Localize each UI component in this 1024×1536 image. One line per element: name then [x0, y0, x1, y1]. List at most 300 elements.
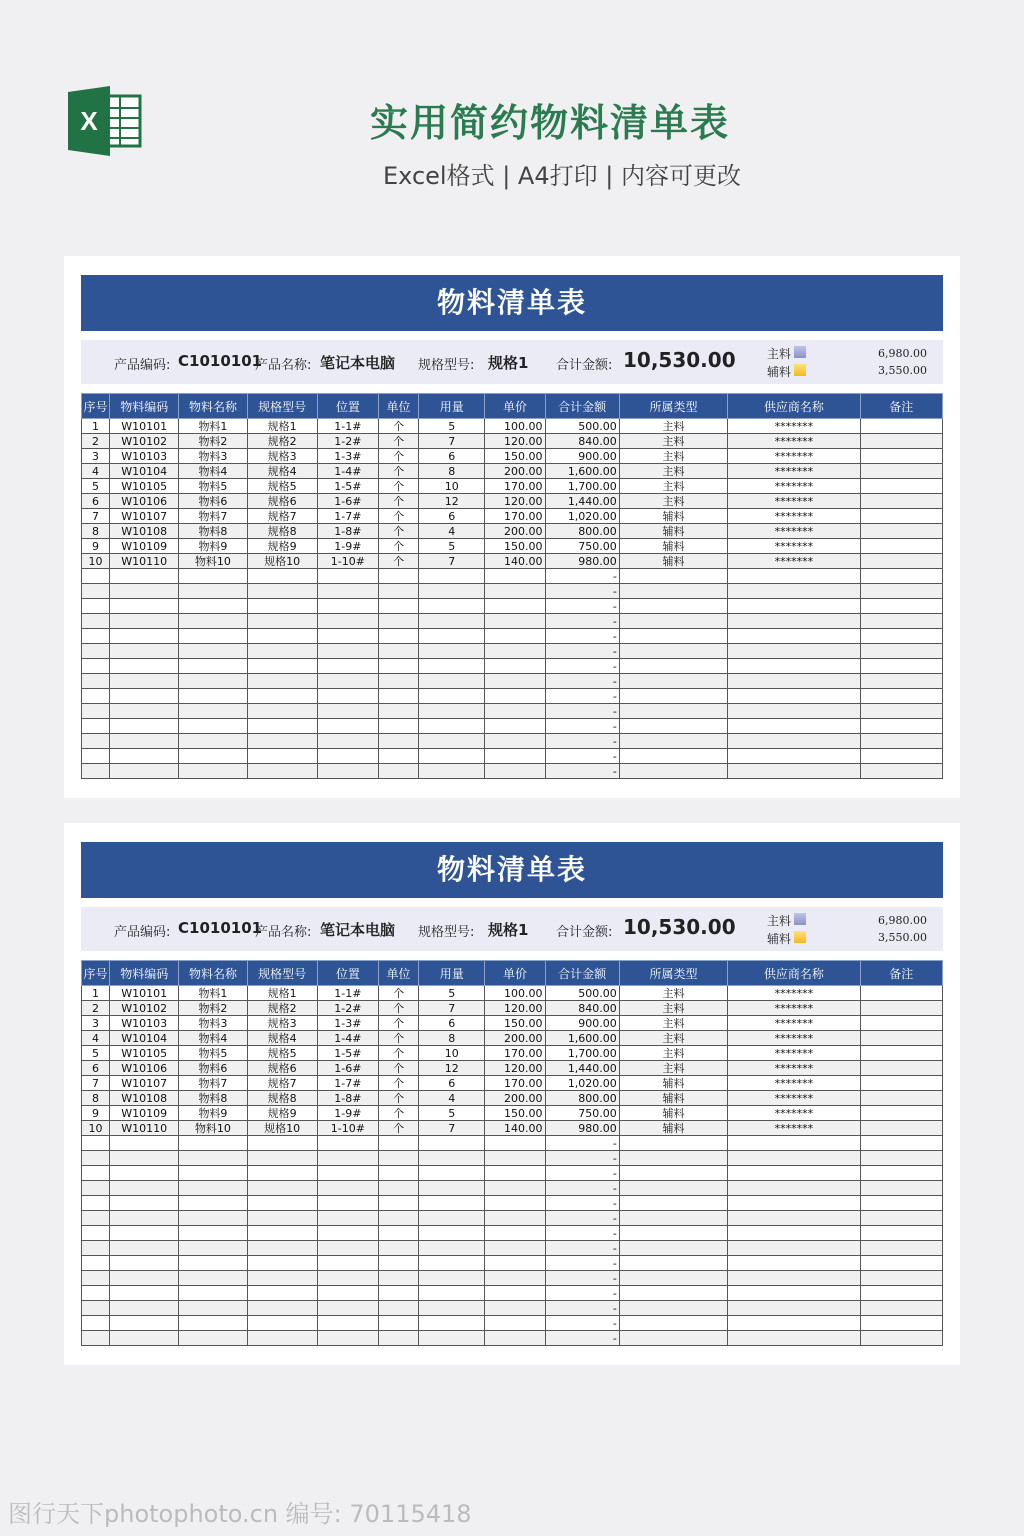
table-cell[interactable]: 个: [379, 1016, 419, 1031]
table-cell[interactable]: [82, 1256, 110, 1271]
table-cell[interactable]: [485, 629, 545, 644]
table-cell[interactable]: 1-7#: [317, 509, 378, 524]
table-cell[interactable]: [419, 1196, 485, 1211]
table-cell[interactable]: [110, 629, 179, 644]
table-cell[interactable]: [110, 569, 179, 584]
table-cell[interactable]: [860, 1286, 942, 1301]
table-cell[interactable]: [619, 569, 727, 584]
table-cell[interactable]: [619, 644, 727, 659]
table-cell[interactable]: 个: [379, 494, 419, 509]
table-cell[interactable]: [317, 1196, 378, 1211]
table-cell[interactable]: *******: [728, 1001, 860, 1016]
table-cell[interactable]: 主料: [619, 464, 727, 479]
table-cell[interactable]: [179, 1301, 247, 1316]
table-cell[interactable]: -: [545, 1286, 619, 1301]
table-cell[interactable]: [317, 1256, 378, 1271]
table-cell[interactable]: [419, 1151, 485, 1166]
table-cell[interactable]: [728, 599, 860, 614]
table-cell[interactable]: [317, 704, 378, 719]
table-cell[interactable]: 7: [419, 434, 485, 449]
table-cell[interactable]: 150.00: [485, 539, 545, 554]
table-cell[interactable]: 200.00: [485, 1091, 545, 1106]
table-cell[interactable]: 辅料: [619, 1091, 727, 1106]
table-cell[interactable]: [247, 1181, 317, 1196]
table-cell[interactable]: [82, 674, 110, 689]
table-cell[interactable]: [419, 569, 485, 584]
column-header[interactable]: 单价: [485, 961, 545, 986]
table-cell[interactable]: [379, 584, 419, 599]
table-cell[interactable]: [317, 644, 378, 659]
table-cell[interactable]: [110, 584, 179, 599]
table-cell[interactable]: W10108: [110, 524, 179, 539]
table-cell[interactable]: [419, 764, 485, 779]
table-cell[interactable]: [110, 644, 179, 659]
column-header[interactable]: 供应商名称: [728, 961, 860, 986]
table-cell[interactable]: 100.00: [485, 419, 545, 434]
table-cell[interactable]: [728, 1271, 860, 1286]
table-cell[interactable]: [860, 659, 942, 674]
table-cell[interactable]: [317, 1301, 378, 1316]
table-cell[interactable]: 1-4#: [317, 464, 378, 479]
table-cell[interactable]: [317, 659, 378, 674]
table-cell[interactable]: 170.00: [485, 1076, 545, 1091]
table-cell[interactable]: [247, 749, 317, 764]
table-cell[interactable]: 900.00: [545, 1016, 619, 1031]
table-cell[interactable]: [619, 719, 727, 734]
table-cell[interactable]: [179, 1256, 247, 1271]
table-cell[interactable]: [110, 1256, 179, 1271]
table-cell[interactable]: [379, 689, 419, 704]
table-cell[interactable]: [619, 1226, 727, 1241]
table-cell[interactable]: [179, 1226, 247, 1241]
table-cell[interactable]: 个: [379, 554, 419, 569]
table-cell[interactable]: [317, 1331, 378, 1346]
table-cell[interactable]: [110, 1331, 179, 1346]
table-cell[interactable]: [619, 584, 727, 599]
table-cell[interactable]: 9: [82, 539, 110, 554]
table-cell[interactable]: 规格1: [247, 419, 317, 434]
table-cell[interactable]: [485, 1301, 545, 1316]
table-cell[interactable]: -: [545, 1241, 619, 1256]
table-cell[interactable]: 物料7: [179, 1076, 247, 1091]
table-cell[interactable]: *******: [728, 509, 860, 524]
table-cell[interactable]: 物料1: [179, 986, 247, 1001]
table-cell[interactable]: [317, 1151, 378, 1166]
table-cell[interactable]: -: [545, 599, 619, 614]
table-cell[interactable]: [485, 1166, 545, 1181]
table-cell[interactable]: [317, 749, 378, 764]
table-cell[interactable]: [82, 1271, 110, 1286]
table-cell[interactable]: [619, 1286, 727, 1301]
table-cell[interactable]: 物料9: [179, 539, 247, 554]
table-cell[interactable]: 4: [419, 1091, 485, 1106]
table-cell[interactable]: [110, 1316, 179, 1331]
table-cell[interactable]: [82, 614, 110, 629]
column-header[interactable]: 单位: [379, 394, 419, 419]
table-cell[interactable]: [317, 1181, 378, 1196]
table-cell[interactable]: 物料8: [179, 524, 247, 539]
table-cell[interactable]: 9: [82, 1106, 110, 1121]
table-cell[interactable]: [179, 734, 247, 749]
table-cell[interactable]: [247, 704, 317, 719]
table-cell[interactable]: [379, 599, 419, 614]
table-cell[interactable]: [860, 704, 942, 719]
table-cell[interactable]: [110, 734, 179, 749]
table-cell[interactable]: 8: [419, 464, 485, 479]
table-cell[interactable]: W10104: [110, 464, 179, 479]
table-cell[interactable]: [485, 1271, 545, 1286]
table-cell[interactable]: [860, 1151, 942, 1166]
table-cell[interactable]: [179, 644, 247, 659]
table-cell[interactable]: -: [545, 1226, 619, 1241]
table-cell[interactable]: 规格3: [247, 1016, 317, 1031]
table-cell[interactable]: W10106: [110, 1061, 179, 1076]
table-cell[interactable]: [619, 659, 727, 674]
table-cell[interactable]: [619, 1241, 727, 1256]
table-cell[interactable]: *******: [728, 539, 860, 554]
table-cell[interactable]: [485, 584, 545, 599]
table-cell[interactable]: [860, 1331, 942, 1346]
table-cell[interactable]: 120.00: [485, 1061, 545, 1076]
table-cell[interactable]: [860, 1046, 942, 1061]
table-cell[interactable]: 6: [419, 509, 485, 524]
table-cell[interactable]: [419, 659, 485, 674]
table-cell[interactable]: 个: [379, 524, 419, 539]
table-cell[interactable]: [860, 1136, 942, 1151]
table-cell[interactable]: 规格6: [247, 494, 317, 509]
table-cell[interactable]: [110, 1286, 179, 1301]
table-cell[interactable]: 140.00: [485, 554, 545, 569]
table-cell[interactable]: [419, 1211, 485, 1226]
table-cell[interactable]: [485, 1316, 545, 1331]
table-cell[interactable]: 1-2#: [317, 1001, 378, 1016]
table-cell[interactable]: 规格10: [247, 1121, 317, 1136]
table-cell[interactable]: [728, 644, 860, 659]
table-cell[interactable]: *******: [728, 1031, 860, 1046]
table-cell[interactable]: [179, 749, 247, 764]
table-cell[interactable]: [110, 1181, 179, 1196]
table-cell[interactable]: 规格5: [247, 1046, 317, 1061]
table-cell[interactable]: [110, 704, 179, 719]
table-cell[interactable]: [379, 719, 419, 734]
table-cell[interactable]: [485, 1181, 545, 1196]
table-cell[interactable]: 物料9: [179, 1106, 247, 1121]
table-cell[interactable]: [110, 1196, 179, 1211]
table-cell[interactable]: [419, 599, 485, 614]
table-cell[interactable]: [110, 764, 179, 779]
table-cell[interactable]: [82, 1181, 110, 1196]
table-cell[interactable]: [860, 674, 942, 689]
table-cell[interactable]: [317, 1271, 378, 1286]
table-cell[interactable]: 规格9: [247, 539, 317, 554]
table-cell[interactable]: 1-2#: [317, 434, 378, 449]
table-cell[interactable]: [728, 1286, 860, 1301]
table-cell[interactable]: W10109: [110, 1106, 179, 1121]
table-cell[interactable]: -: [545, 659, 619, 674]
table-cell[interactable]: [179, 1166, 247, 1181]
table-cell[interactable]: 12: [419, 494, 485, 509]
table-cell[interactable]: [179, 1136, 247, 1151]
table-cell[interactable]: 1,700.00: [545, 479, 619, 494]
table-cell[interactable]: [110, 614, 179, 629]
table-cell[interactable]: W10105: [110, 1046, 179, 1061]
table-cell[interactable]: [379, 1196, 419, 1211]
table-cell[interactable]: *******: [728, 464, 860, 479]
table-cell[interactable]: [179, 614, 247, 629]
table-cell[interactable]: [860, 1076, 942, 1091]
table-cell[interactable]: 1: [82, 419, 110, 434]
table-cell[interactable]: [317, 1136, 378, 1151]
table-cell[interactable]: 8: [82, 524, 110, 539]
table-cell[interactable]: [619, 764, 727, 779]
table-cell[interactable]: 个: [379, 1061, 419, 1076]
column-header[interactable]: 单位: [379, 961, 419, 986]
table-cell[interactable]: [860, 479, 942, 494]
table-cell[interactable]: [860, 524, 942, 539]
table-cell[interactable]: 规格2: [247, 1001, 317, 1016]
table-cell[interactable]: 规格4: [247, 464, 317, 479]
table-cell[interactable]: [860, 494, 942, 509]
table-cell[interactable]: 3: [82, 449, 110, 464]
column-header[interactable]: 合计金额: [545, 961, 619, 986]
table-cell[interactable]: [419, 1286, 485, 1301]
table-cell[interactable]: -: [545, 674, 619, 689]
table-cell[interactable]: [247, 1301, 317, 1316]
table-cell[interactable]: [728, 1196, 860, 1211]
table-cell[interactable]: 5: [419, 986, 485, 1001]
table-cell[interactable]: [179, 689, 247, 704]
table-cell[interactable]: [485, 599, 545, 614]
table-cell[interactable]: 辅料: [619, 554, 727, 569]
table-cell[interactable]: *******: [728, 524, 860, 539]
table-cell[interactable]: [419, 1136, 485, 1151]
table-cell[interactable]: [379, 1301, 419, 1316]
table-cell[interactable]: [179, 629, 247, 644]
table-cell[interactable]: [247, 1151, 317, 1166]
table-cell[interactable]: W10106: [110, 494, 179, 509]
table-cell[interactable]: 6: [419, 1016, 485, 1031]
table-cell[interactable]: [247, 1166, 317, 1181]
table-cell[interactable]: -: [545, 1316, 619, 1331]
table-cell[interactable]: [860, 434, 942, 449]
table-cell[interactable]: [379, 1136, 419, 1151]
table-cell[interactable]: 个: [379, 1031, 419, 1046]
table-cell[interactable]: [179, 659, 247, 674]
table-cell[interactable]: W10107: [110, 1076, 179, 1091]
table-cell[interactable]: [179, 1241, 247, 1256]
table-cell[interactable]: [179, 1331, 247, 1346]
table-cell[interactable]: [247, 1196, 317, 1211]
table-cell[interactable]: W10103: [110, 449, 179, 464]
table-cell[interactable]: [419, 719, 485, 734]
table-cell[interactable]: W10101: [110, 986, 179, 1001]
table-cell[interactable]: 10: [82, 554, 110, 569]
table-cell[interactable]: [619, 1181, 727, 1196]
table-cell[interactable]: 1,600.00: [545, 1031, 619, 1046]
table-cell[interactable]: [82, 749, 110, 764]
table-cell[interactable]: [179, 569, 247, 584]
column-header[interactable]: 位置: [317, 961, 378, 986]
table-cell[interactable]: [379, 749, 419, 764]
table-cell[interactable]: 物料2: [179, 1001, 247, 1016]
table-cell[interactable]: [317, 674, 378, 689]
table-cell[interactable]: 120.00: [485, 494, 545, 509]
table-cell[interactable]: [179, 584, 247, 599]
table-cell[interactable]: [179, 704, 247, 719]
table-cell[interactable]: [82, 569, 110, 584]
table-cell[interactable]: [82, 1196, 110, 1211]
table-cell[interactable]: [317, 629, 378, 644]
table-cell[interactable]: 500.00: [545, 419, 619, 434]
table-cell[interactable]: 1-9#: [317, 539, 378, 554]
table-cell[interactable]: [82, 1151, 110, 1166]
table-cell[interactable]: 辅料: [619, 539, 727, 554]
table-cell[interactable]: [860, 614, 942, 629]
table-cell[interactable]: 200.00: [485, 524, 545, 539]
table-cell[interactable]: [317, 1211, 378, 1226]
table-cell[interactable]: [110, 689, 179, 704]
table-cell[interactable]: [485, 704, 545, 719]
table-cell[interactable]: [419, 1226, 485, 1241]
table-cell[interactable]: [317, 1226, 378, 1241]
table-cell[interactable]: 3: [82, 1016, 110, 1031]
table-cell[interactable]: [860, 1121, 942, 1136]
table-cell[interactable]: [247, 1211, 317, 1226]
column-header[interactable]: 用量: [419, 394, 485, 419]
table-cell[interactable]: -: [545, 704, 619, 719]
table-cell[interactable]: 1,440.00: [545, 1061, 619, 1076]
table-cell[interactable]: 规格6: [247, 1061, 317, 1076]
table-cell[interactable]: [247, 1316, 317, 1331]
table-cell[interactable]: [619, 614, 727, 629]
column-header[interactable]: 规格型号: [247, 961, 317, 986]
table-cell[interactable]: [379, 1331, 419, 1346]
table-cell[interactable]: 物料7: [179, 509, 247, 524]
table-cell[interactable]: [860, 749, 942, 764]
table-cell[interactable]: [379, 1256, 419, 1271]
column-header[interactable]: 所属类型: [619, 961, 727, 986]
table-cell[interactable]: 1,020.00: [545, 509, 619, 524]
table-cell[interactable]: [82, 629, 110, 644]
table-cell[interactable]: 750.00: [545, 1106, 619, 1121]
table-cell[interactable]: 6: [82, 1061, 110, 1076]
table-cell[interactable]: [728, 704, 860, 719]
table-cell[interactable]: [82, 1136, 110, 1151]
table-cell[interactable]: 8: [419, 1031, 485, 1046]
table-cell[interactable]: [860, 644, 942, 659]
table-cell[interactable]: [247, 719, 317, 734]
table-cell[interactable]: [860, 629, 942, 644]
table-cell[interactable]: [110, 1151, 179, 1166]
table-cell[interactable]: 物料3: [179, 449, 247, 464]
table-cell[interactable]: [485, 1286, 545, 1301]
table-cell[interactable]: [728, 614, 860, 629]
table-cell[interactable]: [728, 1166, 860, 1181]
table-cell[interactable]: [317, 764, 378, 779]
table-cell[interactable]: [379, 1286, 419, 1301]
table-cell[interactable]: [82, 704, 110, 719]
table-cell[interactable]: 10: [419, 479, 485, 494]
table-cell[interactable]: [728, 689, 860, 704]
table-cell[interactable]: [860, 1196, 942, 1211]
table-cell[interactable]: 170.00: [485, 509, 545, 524]
table-cell[interactable]: [728, 1151, 860, 1166]
table-cell[interactable]: 5: [82, 1046, 110, 1061]
table-cell[interactable]: 主料: [619, 986, 727, 1001]
table-cell[interactable]: 规格8: [247, 1091, 317, 1106]
table-cell[interactable]: [82, 1331, 110, 1346]
table-cell[interactable]: [110, 1241, 179, 1256]
table-cell[interactable]: 1-6#: [317, 494, 378, 509]
table-cell[interactable]: -: [545, 614, 619, 629]
table-cell[interactable]: [317, 1241, 378, 1256]
table-cell[interactable]: 主料: [619, 1061, 727, 1076]
table-cell[interactable]: 120.00: [485, 1001, 545, 1016]
table-cell[interactable]: 个: [379, 419, 419, 434]
column-header[interactable]: 物料编码: [110, 961, 179, 986]
table-cell[interactable]: [247, 1271, 317, 1286]
table-cell[interactable]: W10110: [110, 1121, 179, 1136]
table-cell[interactable]: [110, 1211, 179, 1226]
table-cell[interactable]: 个: [379, 509, 419, 524]
table-cell[interactable]: 840.00: [545, 434, 619, 449]
table-cell[interactable]: -: [545, 629, 619, 644]
table-cell[interactable]: [419, 1331, 485, 1346]
table-cell[interactable]: 7: [419, 1001, 485, 1016]
table-cell[interactable]: [110, 749, 179, 764]
table-cell[interactable]: [379, 569, 419, 584]
table-cell[interactable]: [728, 1211, 860, 1226]
table-cell[interactable]: [728, 1241, 860, 1256]
table-cell[interactable]: -: [545, 1151, 619, 1166]
table-cell[interactable]: [728, 1181, 860, 1196]
table-cell[interactable]: 800.00: [545, 524, 619, 539]
table-cell[interactable]: 800.00: [545, 1091, 619, 1106]
table-cell[interactable]: [179, 719, 247, 734]
table-cell[interactable]: *******: [728, 1046, 860, 1061]
table-cell[interactable]: [110, 1166, 179, 1181]
table-cell[interactable]: [317, 734, 378, 749]
table-cell[interactable]: 1-4#: [317, 1031, 378, 1046]
table-cell[interactable]: [728, 1256, 860, 1271]
table-cell[interactable]: [317, 614, 378, 629]
table-cell[interactable]: 主料: [619, 494, 727, 509]
table-cell[interactable]: [860, 1256, 942, 1271]
table-cell[interactable]: [379, 1271, 419, 1286]
table-cell[interactable]: [110, 1136, 179, 1151]
table-cell[interactable]: [485, 1241, 545, 1256]
table-cell[interactable]: 物料4: [179, 464, 247, 479]
table-cell[interactable]: [179, 1271, 247, 1286]
table-cell[interactable]: 主料: [619, 479, 727, 494]
table-cell[interactable]: [419, 674, 485, 689]
table-cell[interactable]: [860, 1301, 942, 1316]
table-cell[interactable]: 规格5: [247, 479, 317, 494]
table-cell[interactable]: -: [545, 1136, 619, 1151]
table-cell[interactable]: 规格8: [247, 524, 317, 539]
table-cell[interactable]: [619, 1301, 727, 1316]
table-cell[interactable]: 1: [82, 986, 110, 1001]
table-cell[interactable]: [619, 674, 727, 689]
table-cell[interactable]: 5: [419, 419, 485, 434]
table-cell[interactable]: [860, 1091, 942, 1106]
table-cell[interactable]: W10108: [110, 1091, 179, 1106]
table-cell[interactable]: 2: [82, 434, 110, 449]
table-cell[interactable]: [179, 764, 247, 779]
table-cell[interactable]: [379, 674, 419, 689]
table-cell[interactable]: 物料8: [179, 1091, 247, 1106]
table-cell[interactable]: *******: [728, 479, 860, 494]
